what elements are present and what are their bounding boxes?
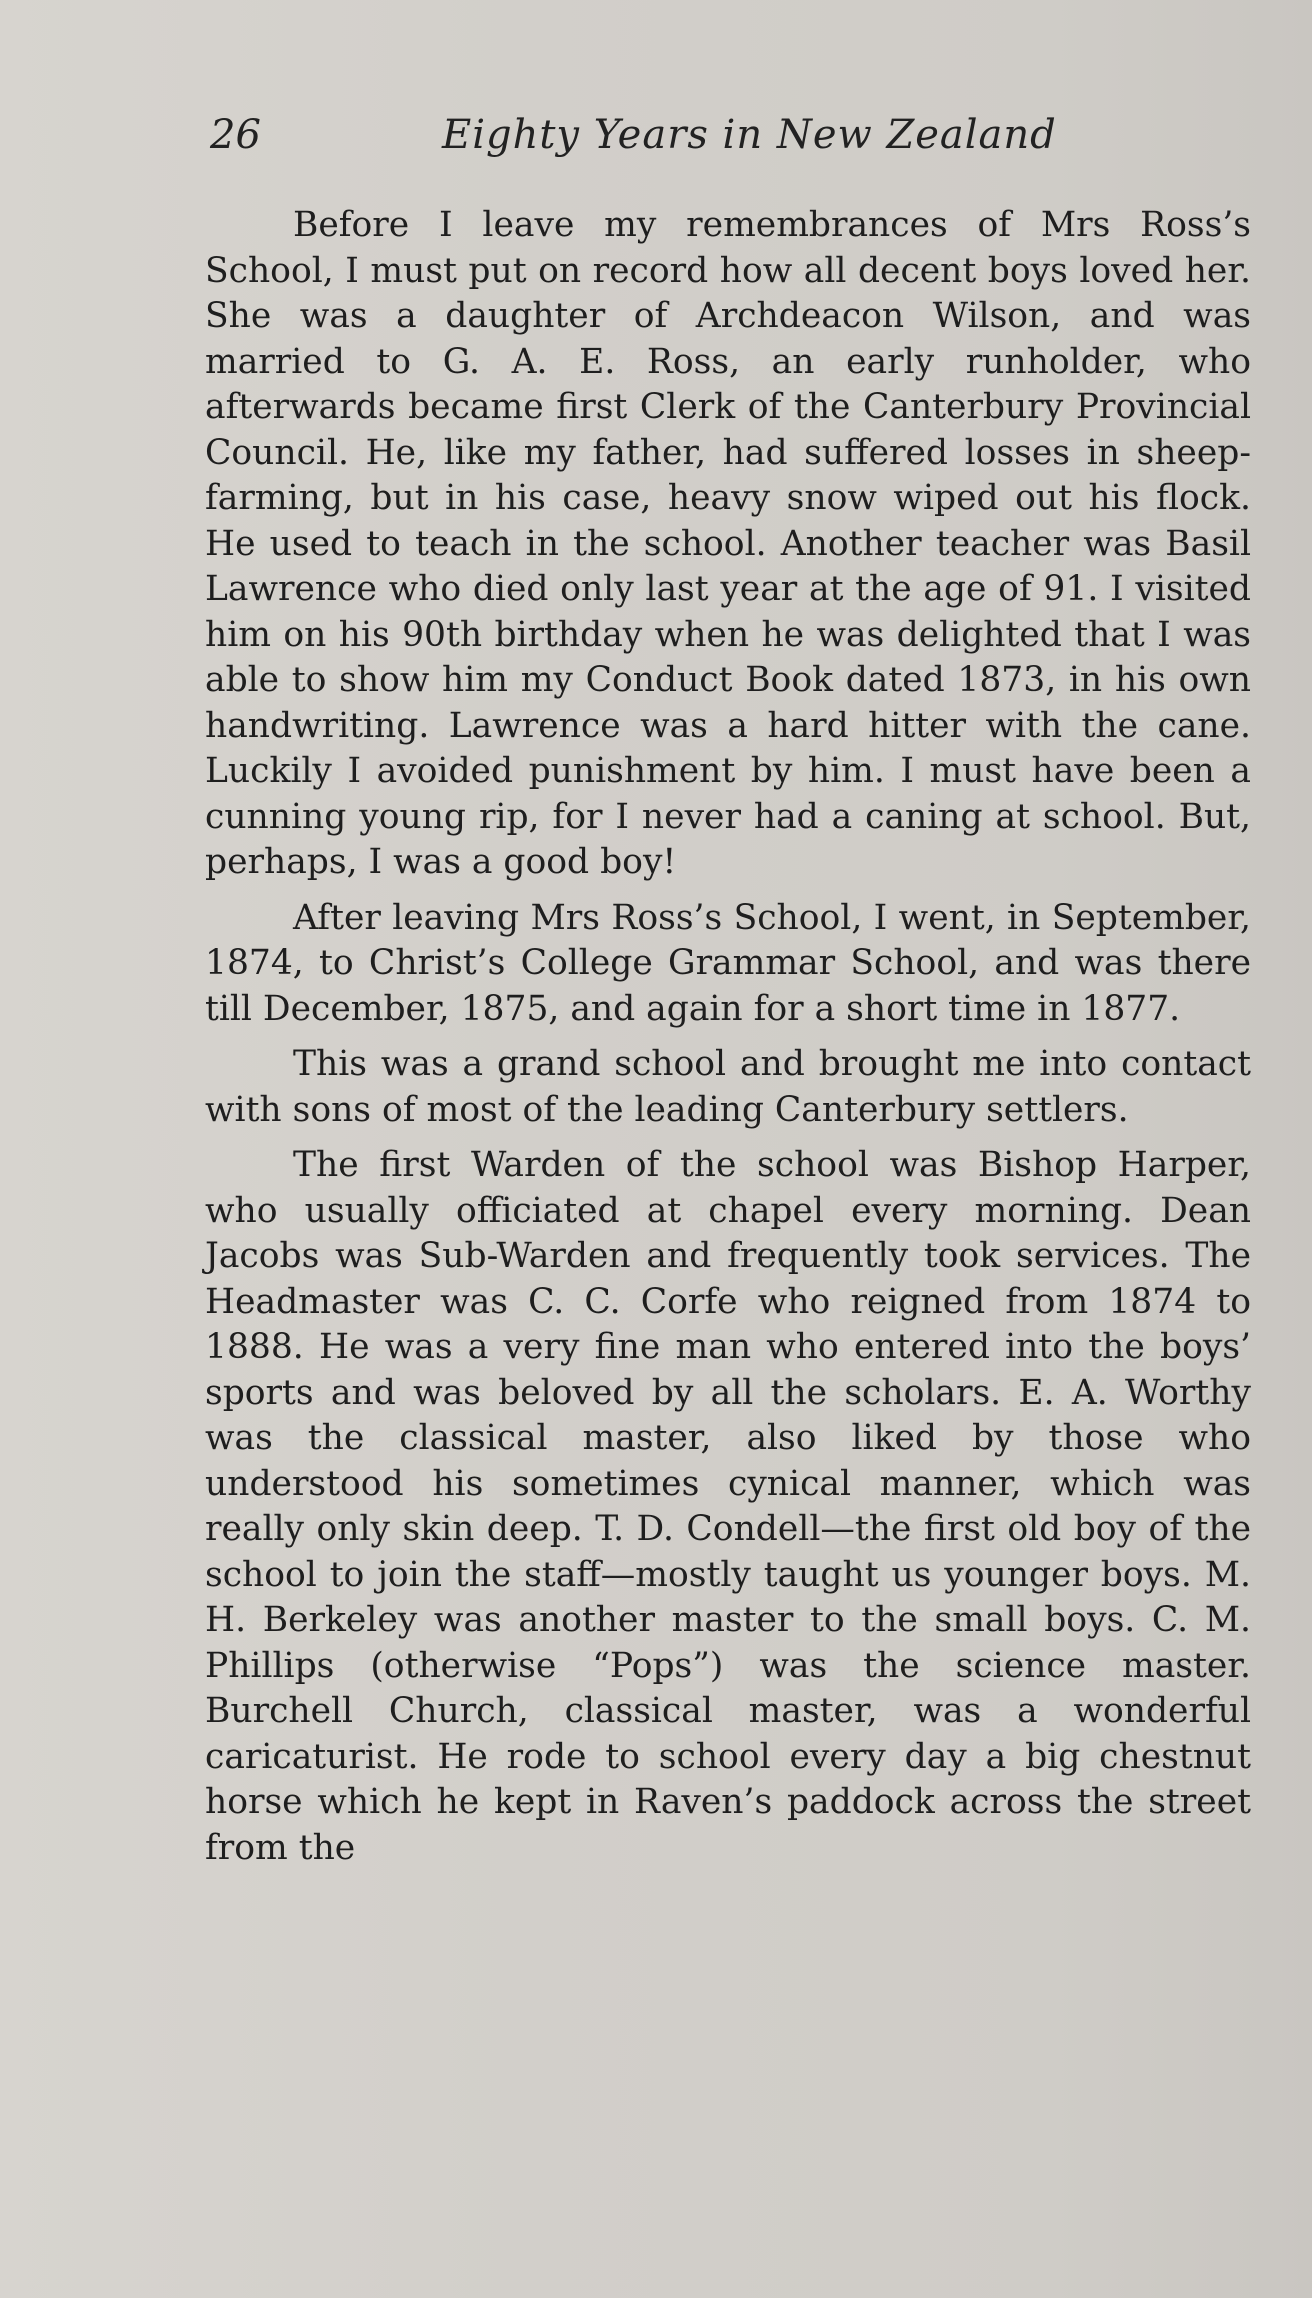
body-text	[205, 203, 1251, 1881]
paragraph-grand-school: This was a grand school and brought me into contact with sons of most of the leading Canterbury settlers.	[205, 1044, 1251, 1130]
paragraph-mrs-ross-school: Before I leave my remembrances of Mrs Ross’s School, I must put on record how all decent boys loved her. She was a daughter of Archdeacon Wilson, and was married to G. A. E. Ross, an early runholder, who afterwards became first Clerk of the Canterbury Provincial Council. He, like my father, had suffered losses in sheep-farming, but in his case, heavy snow wiped out his flock. He used to teach in the school. Another teacher was Basil Lawrence who died only last year at the age of 91. I visited him on his 90th birthday when he was delighted that I was able to show him my Conduct Book dated 1873, in his own handwriting. Lawrence was a hard hitter with the cane. Luckily I avoided punishment by him. I must have been a cunning young rip, for I never had a caning at school. But, perhaps, I was a good boy!	[205, 205, 1251, 882]
page-header	[210, 112, 1250, 162]
page-number: 26	[210, 112, 261, 158]
paragraph-christs-college: After leaving Mrs Ross’s School, I went, in September, 1874, to Christ’s College Grammar School, and was there till December, 1875, and again for a short time in 1877.	[205, 897, 1251, 1029]
running-title: Eighty Years in New Zealand	[442, 112, 1057, 158]
paragraph-warden-and-masters: The first Warden of the school was Bishop Harper, who usually officiated at chapel every morning. Dean Jacobs was Sub-Warden and frequently took services. The Headmaster was C. C. Corfe who reigned from 1874 to 1888. He was a very fine man who entered into the boys’ sports and was beloved by all the scholars. E. A. Worthy was the classical master, also liked by those who understood his sometimes cynical manner, which was really only skin deep. T. D. Condell—the first old boy of the school to join the staff—mostly taught us younger boys. M. H. Berkeley was another master to the small boys. C. M. Phillips (otherwise “Pops”) was the science master. Burchell Church, classical master, was a wonderful caricaturist. He rode to school every day a big chestnut horse which he kept in Raven’s paddock across the street from the	[205, 1145, 1251, 1868]
